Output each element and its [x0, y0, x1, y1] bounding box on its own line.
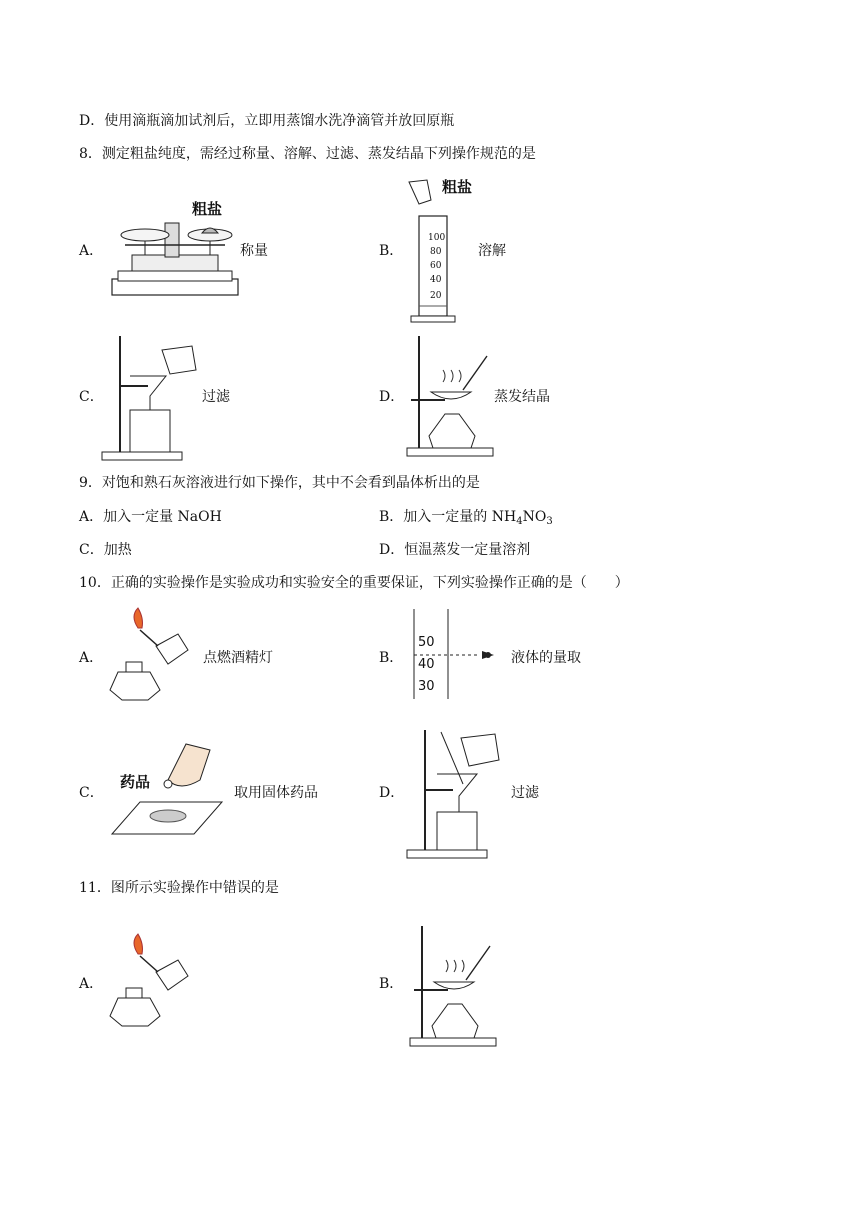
- q9-option-b-sub2: 3: [546, 516, 553, 527]
- cylinder-tick-40: 40: [430, 275, 442, 285]
- q10-option-b-letter: B．: [379, 650, 404, 666]
- q10-question: 10．正确的实验操作是实验成功和实验安全的重要保证，下列实验操作正确的是（ ）: [79, 575, 629, 591]
- q9-option-d: D．恒温蒸发一定量溶剂: [379, 542, 531, 558]
- q8-option-b-caption: 溶解: [478, 243, 506, 259]
- balance-label: 粗盐: [192, 200, 223, 218]
- cylinder-tick-30: 30: [418, 679, 435, 694]
- q9-option-c: C．加热: [79, 542, 132, 558]
- q9-option-b-mid: NO: [522, 509, 547, 525]
- q8-option-c-caption: 过滤: [202, 389, 230, 405]
- cylinder-tick-40b: 40: [418, 657, 435, 672]
- cylinder-tick-100: 100: [428, 233, 446, 243]
- q9-option-b-prefix: B．加入一定量的 NH: [379, 509, 517, 525]
- q10-option-c-letter: C．: [79, 785, 104, 801]
- q8-option-c-letter: C．: [79, 389, 104, 405]
- q10-option-a-caption: 点燃酒精灯: [203, 650, 273, 666]
- cylinder-tick-20: 20: [430, 291, 442, 301]
- cylinder-label: 粗盐: [442, 178, 473, 196]
- q10-option-a-letter: A．: [79, 650, 104, 666]
- q8-option-a-caption: 称量: [240, 243, 268, 259]
- q11-question: 11．图所示实验操作中错误的是: [79, 880, 279, 896]
- q10-option-c-caption: 取用固体药品: [234, 785, 318, 801]
- solid-drug-label: 药品: [120, 773, 151, 791]
- cylinder-tick-60: 60: [430, 261, 442, 271]
- q10-option-d-letter: D．: [379, 785, 405, 801]
- q11-option-a-letter: A．: [79, 976, 104, 992]
- alcohol-lamp-figure-2: [104, 932, 194, 1032]
- q9-question: 9．对饱和熟石灰溶液进行如下操作，其中不会看到晶体析出的是: [79, 475, 480, 491]
- q8-option-a-letter: A．: [79, 243, 104, 259]
- q8-option-b-letter: B．: [379, 243, 404, 259]
- q8-question: 8．测定粗盐纯度，需经过称量、溶解、过滤、蒸发结晶下列操作规范的是: [79, 146, 536, 162]
- cylinder-tick-80: 80: [430, 247, 442, 257]
- q9-option-b: [379, 508, 553, 526]
- q10-option-b-caption: 液体的量取: [511, 650, 581, 666]
- q9-option-a: A．加入一定量 NaOH: [79, 509, 222, 525]
- evaporation-figure-2: [408, 922, 498, 1048]
- q7-option-d: D．使用滴瓶滴加试剂后，立即用蒸馏水洗净滴管并放回原瓶: [79, 113, 455, 129]
- filtration-figure-2: [405, 726, 505, 862]
- cylinder-tick-50: 50: [418, 635, 435, 650]
- q8-option-d-caption: 蒸发结晶: [494, 389, 550, 405]
- q9-option-b-sub1: 4: [516, 516, 523, 527]
- filtration-figure: [100, 330, 200, 464]
- q10-option-d-caption: 过滤: [511, 785, 539, 801]
- q8-option-d-letter: D．: [379, 389, 405, 405]
- evaporation-figure: [405, 332, 495, 458]
- alcohol-lamp-figure: [104, 606, 194, 706]
- q11-option-b-letter: B．: [379, 976, 404, 992]
